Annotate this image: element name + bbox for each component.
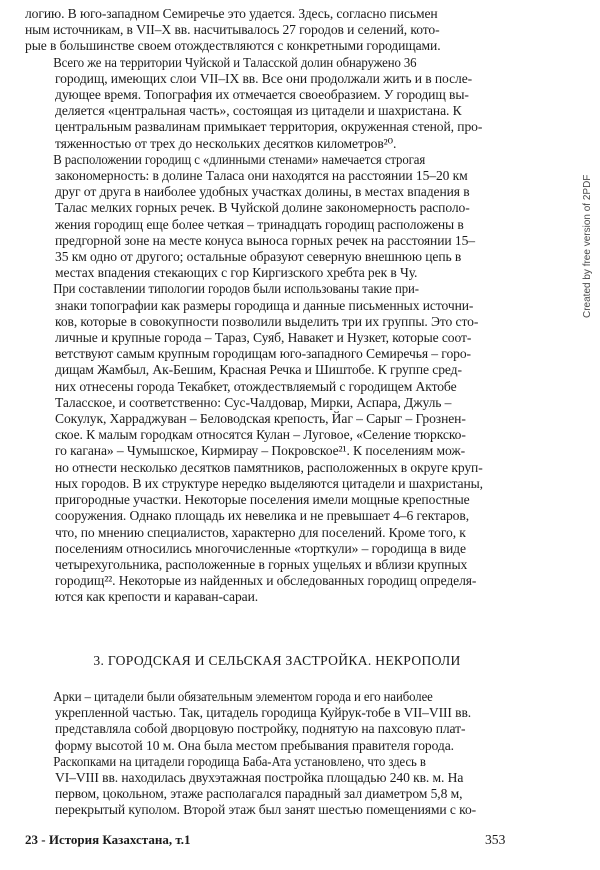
- text-line: дующее время. Топография их отмечается своеобразием. У городищ вы-: [55, 87, 469, 103]
- text-line: рые в большинстве своем отождествляются с конкретными городищами.: [25, 38, 441, 54]
- text-line: Всего же на территории Чуйской и Таласской долин обнаружено 36: [53, 54, 417, 70]
- text-line: поселениям относились многочисленные «торткули» – городища в виде: [55, 540, 466, 556]
- text-line: Таласское, и соответственно: Сус-Чалдовар, Мирки, Аспара, Джуль –: [55, 394, 452, 410]
- paragraph: [25, 55, 529, 152]
- text-line: закономерность: в долине Таласа они находятся на расстоянии 15–20 км: [55, 168, 468, 184]
- text-line: но отнести несколько десятков памятников, расположенных в округе круп-: [55, 459, 483, 475]
- paragraph: [25, 281, 529, 605]
- text-line: знаки топографии как размеры городища и данные письменных источни-: [55, 297, 474, 313]
- text-line: предгорной зоне на месте конуса выноса горных речек на расстоянии 15–: [55, 232, 475, 248]
- text-line: ское. К малым городкам относятся Кулан – Луговое, «Селение тюркско-: [55, 427, 466, 443]
- text-line: ветствуют самым крупным городищам юго-западного Семиречья – горо-: [55, 346, 471, 362]
- text-line: форму высотой 10 м. Она была местом пребывания правителя города.: [55, 737, 454, 753]
- text-line: местах впадения стекающих с гор Киргизского хребта рек в Чу.: [55, 265, 418, 281]
- text-line: В расположении городищ с «длинными стенами» намечается строгая: [53, 151, 426, 167]
- text-line: что, по мнению специалистов, характерно для поселений. Кроме того, к: [55, 524, 466, 540]
- text-line: городищ, имеющих слои VII–IX вв. Все они продолжали жить и в после-: [55, 70, 473, 86]
- text-line: VI–VIII вв. находилась двухэтажная постройка площадью 240 кв. м. На: [55, 770, 464, 786]
- text-line: пригородные участки. Некоторые поселения имели мощные крепостные: [55, 492, 470, 508]
- text-line: При составлении типологии городов были использованы такие при-: [53, 281, 419, 297]
- paragraph: [25, 754, 529, 819]
- text-line: четырехугольника, расположенные в горных ущельях и вблизи крупных: [55, 556, 468, 572]
- text-line: 35 км одно от другого; остальные образуют северную внешнюю цепь в: [55, 249, 462, 265]
- text-line: друг от друга в наиболее удобных участках долины, в местах впадения в: [55, 184, 470, 200]
- text-line: Арки – цитадели были обязательным элементом города и его наиболее: [53, 689, 433, 704]
- text-line: Сокулук, Харраджуван – Беловодская крепость, Йаг – Сарыг – Грознен-: [55, 411, 466, 427]
- text-line: ным источникам, в VII–X вв. насчитывалось 27 городов и селений, кото-: [25, 22, 440, 38]
- text-line: деляется «центральная часть», состоящая из цитадели и шахристана. К: [55, 103, 462, 119]
- text-line: логию. В юго-западном Семиречье это удается. Здесь, согласно письмен: [25, 6, 438, 21]
- main-text-bottom: [25, 689, 529, 819]
- text-line: Раскопками на цитадели городища Баба-Ата установлено, что здесь в: [53, 753, 426, 769]
- text-line: сооружения. Однако площадь их невелика и не превышает 4–6 гектаров,: [55, 508, 469, 524]
- text-line: ков, которые в совокупности позволили выделить три их группы. Это сто-: [55, 313, 479, 329]
- page-number: 353: [485, 832, 506, 847]
- paragraph: [25, 152, 529, 282]
- text-line: личные и крупные города – Тараз, Суяб, Навакет и Нузкет, которые соот-: [55, 330, 472, 346]
- paragraph: [25, 689, 529, 754]
- text-line: укрепленной частью. Так, цитадель городища Куйрук-тобе в VII–VIII вв.: [55, 705, 472, 721]
- text-line: ных городов. В их структуре нередко выделяются цитадели и шахристаны,: [55, 475, 483, 491]
- footer-signature: 23 - История Казахстана, т.1: [25, 832, 191, 847]
- text-line: го кагана» – Чумышское, Кирмирау – Покровское²¹. К поселениям мож-: [55, 443, 466, 459]
- text-line: них отнесены города Текабкет, отождествляемый с городищем Актобе: [55, 378, 457, 394]
- text-line: первом, цокольном, этаже располагался парадный зал диаметром 5,8 м,: [55, 786, 463, 802]
- text-line: жения городищ еще более четкая – тринадцать городищ расположены в: [55, 216, 464, 232]
- text-line: представляла собой дворцовую постройку, поднятую на пахсовую плат-: [55, 721, 466, 737]
- text-line: тяженностью от трех до нескольких десятков километров²⁰.: [55, 135, 397, 151]
- text-line: городищ²². Некоторые из найденных и обследованных городищ определя-: [55, 573, 477, 589]
- text-line: центральным развалинам примыкает территория, окруженная стеной, про-: [55, 119, 483, 135]
- main-text-top: [25, 6, 529, 606]
- paragraph: [25, 6, 529, 55]
- text-line: дищам Жамбыл, Ак-Бешим, Красная Речка и Шиштобе. К группе сред-: [55, 362, 462, 378]
- text-line: перекрытый куполом. Второй этаж был занят шестью помещениями с ко-: [55, 802, 477, 818]
- section-heading: 3. ГОРОДСКАЯ И СЕЛЬСКАЯ ЗАСТРОЙКА. НЕКРОПОЛИ: [93, 653, 461, 668]
- text-line: ются как крепости и караван-сараи.: [55, 589, 259, 605]
- watermark-text: Created by free version of 2PDF: [582, 174, 593, 318]
- text-line: Талас мелких горных речек. В Чуйской долине закономерность располо-: [55, 200, 470, 216]
